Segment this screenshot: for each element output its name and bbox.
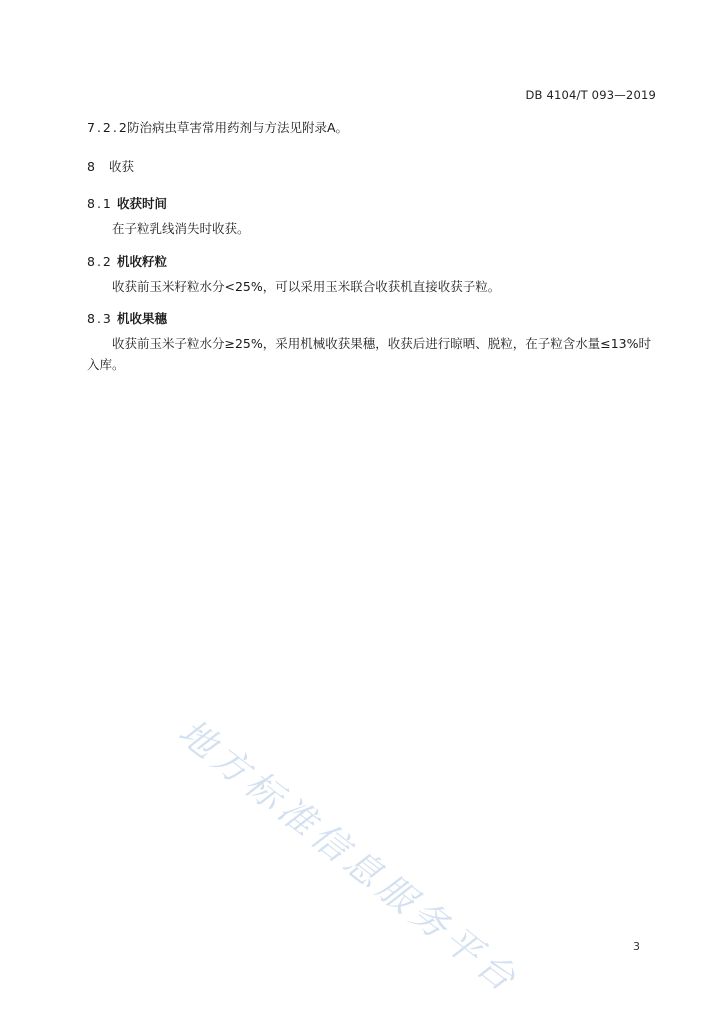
section-8-2-body: 收获前玉米籽粒水分<25%，可以采用玉米联合收获机直接收获子粒。 <box>112 279 501 294</box>
section-8-3-body: 收获前玉米子粒水分≥25%，采用机械收获果穗，收获后进行晾晒、脱粒，在子粒含水量≤13%时入库。 <box>87 336 652 372</box>
section-number: 8.1 <box>87 196 113 211</box>
clause-text: 防治病虫草害常用药剂与方法见附录A。 <box>127 120 349 135</box>
section-number: 8.2 <box>87 254 113 269</box>
section-title: 收获时间 <box>117 196 168 211</box>
section-title: 机收果穗 <box>117 311 168 326</box>
section-8-3-heading <box>87 309 167 327</box>
section-number: 8.3 <box>87 311 113 326</box>
section-8-1-body: 在子粒乳线消失时收获。 <box>112 221 250 236</box>
chapter-title: 收获 <box>109 159 135 174</box>
section-8-2-heading <box>87 252 167 270</box>
chapter-number: 8 <box>87 159 97 174</box>
clause-7-2-2 <box>87 118 348 136</box>
standard-code: DB 4104/T 093—2019 <box>525 88 656 102</box>
chapter-8-heading <box>87 157 134 175</box>
section-title: 机收籽粒 <box>117 254 168 269</box>
watermark: 地方标准信息服务平台 <box>170 711 527 1003</box>
clause-number: 7.2.2 <box>87 120 129 135</box>
section-8-1-heading <box>87 194 167 212</box>
page-number: 3 <box>633 940 640 953</box>
